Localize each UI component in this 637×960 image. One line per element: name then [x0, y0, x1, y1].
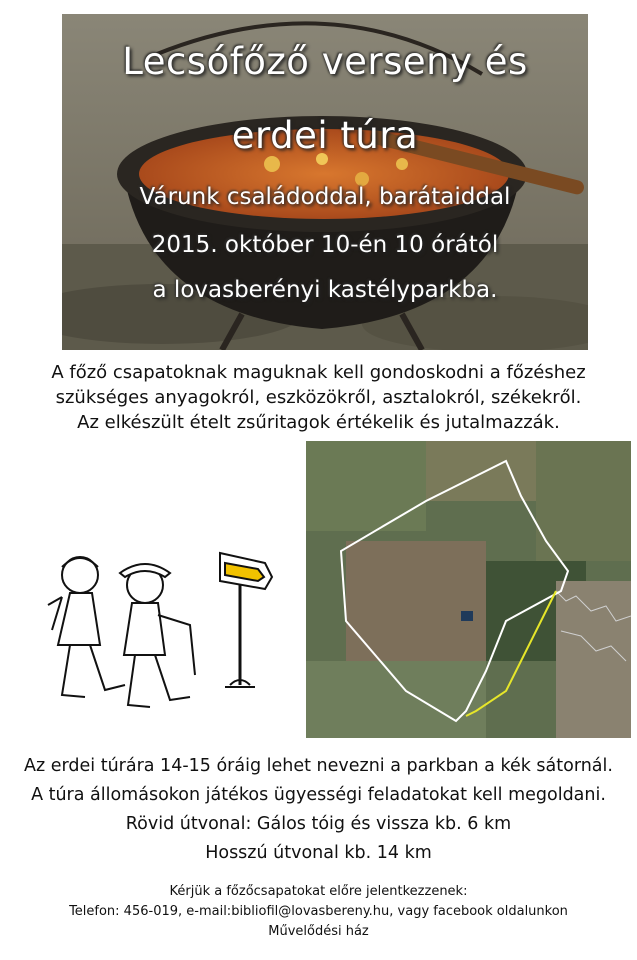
cooking-info-line1: A főző csapatoknak maguknak kell gondoskodni a főzéshez [51, 362, 586, 383]
event-title-line1: Lecsófőző verseny és [122, 40, 528, 83]
cooking-info [0, 360, 637, 435]
long-route-line: Hosszú útvonal kb. 14 km [205, 843, 432, 863]
event-date: 2015. október 10-én 10 órától [151, 232, 499, 258]
footer-organizer: Művelődési ház [268, 924, 369, 939]
tour-info-line2: A túra állomásokon játékos ügyességi feladatokat kell megoldani. [31, 785, 606, 805]
tour-info-line1: Az erdei túrára 14-15 óráig lehet nevezni a parkban a kék sátornál. [24, 756, 613, 776]
tour-info [0, 752, 637, 868]
route-map [306, 441, 631, 738]
hikers-illustration [40, 545, 290, 725]
event-location: a lovasberényi kastélyparkba. [152, 277, 498, 303]
cooking-info-line2: szükséges anyagokról, eszközökről, asztalokról, székekről. [55, 387, 582, 408]
hero-photo [62, 14, 588, 350]
cooking-info-line3: Az elkészült ételt zsűritagok értékelik és jutalmazzák. [77, 412, 560, 433]
invitation-line1: Várunk családoddal, barátaiddal [139, 184, 511, 210]
contact-footer [0, 882, 637, 942]
footer-contact: Telefon: 456-019, e-mail:bibliofil@lovasbereny.hu, vagy facebook oldalunkon [69, 904, 568, 919]
short-route-line: Rövid útvonal: Gálos tóig és vissza kb. 6 km [125, 814, 512, 834]
event-title-line2: erdei túra [231, 114, 419, 157]
footer-line1: Kérjük a főzőcsapatokat előre jelentkezzenek: [169, 884, 468, 899]
